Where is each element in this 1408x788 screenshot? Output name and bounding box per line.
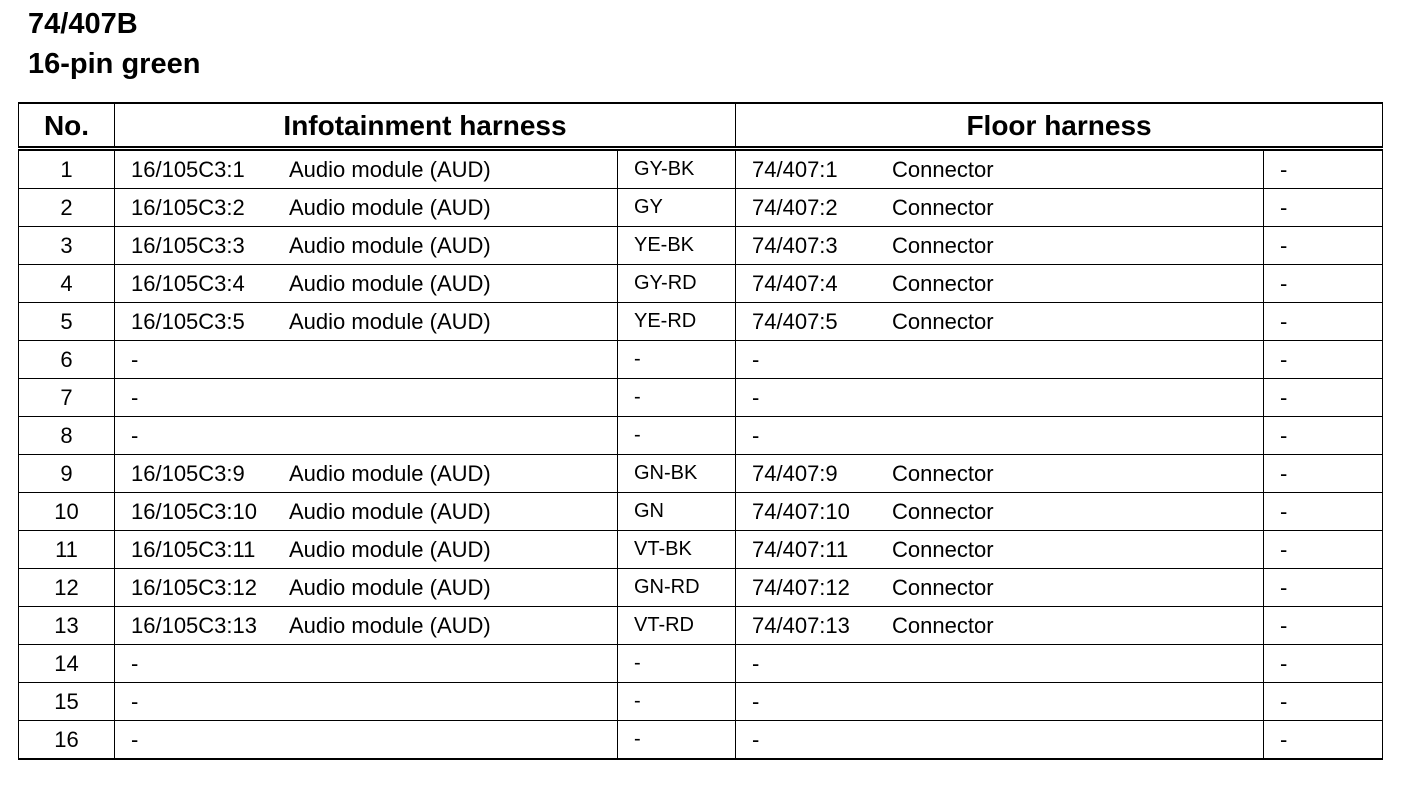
infotainment-pin-description: Audio module (AUD) — [289, 195, 491, 220]
floor-extra: - — [1264, 531, 1383, 569]
floor-connection — [736, 341, 1264, 379]
wire-color: - — [618, 341, 736, 379]
pin-number: 16 — [19, 721, 115, 760]
floor-connection — [736, 531, 1264, 569]
floor-extra: - — [1264, 721, 1383, 760]
floor-pin-description: Connector — [892, 157, 994, 182]
floor-connection — [736, 303, 1264, 341]
floor-connection — [736, 149, 1264, 189]
infotainment-connection — [115, 493, 618, 531]
infotainment-connection — [115, 531, 618, 569]
infotainment-connection — [115, 303, 618, 341]
header-no: No. — [19, 103, 115, 149]
infotainment-pin-code: 16/105C3:12 — [131, 575, 257, 600]
table-row — [19, 379, 1383, 417]
infotainment-connection — [115, 379, 618, 417]
floor-connection — [736, 455, 1264, 493]
infotainment-pin-description: Audio module (AUD) — [289, 461, 491, 486]
connector-id-title: 74/407B — [28, 8, 138, 40]
pin-number: 3 — [19, 227, 115, 265]
infotainment-pin-code: - — [131, 423, 139, 448]
table-row — [19, 569, 1383, 607]
floor-pin-description: Connector — [892, 233, 994, 258]
infotainment-connection — [115, 683, 618, 721]
pin-number: 8 — [19, 417, 115, 455]
infotainment-connection — [115, 455, 618, 493]
infotainment-pin-code: 16/105C3:3 — [131, 233, 245, 258]
infotainment-connection — [115, 265, 618, 303]
pin-number: 9 — [19, 455, 115, 493]
table-body — [19, 149, 1383, 760]
infotainment-pin-description: Audio module (AUD) — [289, 157, 491, 182]
infotainment-connection — [115, 341, 618, 379]
infotainment-connection — [115, 149, 618, 189]
infotainment-connection — [115, 569, 618, 607]
floor-extra: - — [1264, 607, 1383, 645]
pin-number: 2 — [19, 189, 115, 227]
pin-number: 15 — [19, 683, 115, 721]
infotainment-pin-description: Audio module (AUD) — [289, 613, 491, 638]
floor-pin-code: 74/407:12 — [752, 575, 850, 600]
infotainment-pin-description: Audio module (AUD) — [289, 499, 491, 524]
table-row — [19, 531, 1383, 569]
infotainment-pin-code: 16/105C3:10 — [131, 499, 257, 524]
table-row — [19, 417, 1383, 455]
floor-extra: - — [1264, 341, 1383, 379]
infotainment-pin-code: 16/105C3:5 — [131, 309, 245, 334]
floor-extra: - — [1264, 645, 1383, 683]
pin-number: 4 — [19, 265, 115, 303]
pin-number: 11 — [19, 531, 115, 569]
floor-pin-description: Connector — [892, 537, 994, 562]
pin-number: 7 — [19, 379, 115, 417]
floor-pin-description: Connector — [892, 613, 994, 638]
floor-pin-code: - — [752, 727, 760, 752]
infotainment-pin-code: 16/105C3:11 — [131, 537, 256, 562]
floor-pin-code: 74/407:13 — [752, 613, 850, 638]
wire-color: GY-RD — [618, 265, 736, 303]
pin-number: 14 — [19, 645, 115, 683]
pinout-table — [18, 102, 1383, 760]
infotainment-pin-code: 16/105C3:13 — [131, 613, 257, 638]
floor-extra: - — [1264, 417, 1383, 455]
floor-connection — [736, 265, 1264, 303]
floor-connection — [736, 683, 1264, 721]
infotainment-connection — [115, 607, 618, 645]
infotainment-pin-code: - — [131, 689, 139, 714]
table-row — [19, 721, 1383, 760]
floor-extra: - — [1264, 493, 1383, 531]
wire-color: GY-BK — [618, 149, 736, 189]
infotainment-pin-code: - — [131, 385, 139, 410]
floor-extra: - — [1264, 303, 1383, 341]
floor-pin-code: - — [752, 385, 760, 410]
table-row — [19, 149, 1383, 189]
floor-pin-description: Connector — [892, 271, 994, 296]
floor-pin-code: 74/407:11 — [752, 537, 849, 562]
pin-number: 13 — [19, 607, 115, 645]
wire-color: - — [618, 417, 736, 455]
floor-pin-code: 74/407:10 — [752, 499, 850, 524]
pinout-table-container — [18, 102, 1382, 760]
floor-connection — [736, 189, 1264, 227]
floor-pin-description: Connector — [892, 499, 994, 524]
floor-pin-code: 74/407:2 — [752, 195, 838, 220]
infotainment-pin-description: Audio module (AUD) — [289, 537, 491, 562]
header-floor-harness: Floor harness — [736, 103, 1383, 149]
table-row — [19, 227, 1383, 265]
infotainment-pin-code: - — [131, 727, 139, 752]
floor-connection — [736, 607, 1264, 645]
floor-connection — [736, 721, 1264, 760]
floor-pin-code: 74/407:5 — [752, 309, 838, 334]
floor-pin-code: 74/407:4 — [752, 271, 838, 296]
infotainment-pin-code: 16/105C3:2 — [131, 195, 245, 220]
floor-pin-code: 74/407:1 — [752, 157, 838, 182]
table-row — [19, 455, 1383, 493]
table-row — [19, 607, 1383, 645]
wire-color: GY — [618, 189, 736, 227]
infotainment-connection — [115, 417, 618, 455]
infotainment-pin-code: 16/105C3:9 — [131, 461, 245, 486]
table-row — [19, 341, 1383, 379]
floor-pin-code: 74/407:3 — [752, 233, 838, 258]
infotainment-connection — [115, 721, 618, 760]
floor-extra: - — [1264, 189, 1383, 227]
floor-pin-description: Connector — [892, 309, 994, 334]
wire-color: - — [618, 721, 736, 760]
infotainment-pin-code: - — [131, 347, 139, 372]
floor-extra: - — [1264, 149, 1383, 189]
floor-pin-description: Connector — [892, 575, 994, 600]
floor-extra: - — [1264, 455, 1383, 493]
floor-connection — [736, 493, 1264, 531]
infotainment-connection — [115, 227, 618, 265]
table-row — [19, 303, 1383, 341]
floor-pin-code: - — [752, 423, 760, 448]
wire-color: VT-RD — [618, 607, 736, 645]
floor-extra: - — [1264, 379, 1383, 417]
pin-number: 5 — [19, 303, 115, 341]
wire-color: YE-RD — [618, 303, 736, 341]
header-infotainment-harness: Infotainment harness — [115, 103, 736, 149]
wire-color: GN — [618, 493, 736, 531]
floor-connection — [736, 417, 1264, 455]
table-row — [19, 645, 1383, 683]
infotainment-connection — [115, 189, 618, 227]
floor-pin-code: 74/407:9 — [752, 461, 838, 486]
header-row — [19, 103, 1383, 149]
wire-color: YE-BK — [618, 227, 736, 265]
infotainment-pin-code: 16/105C3:4 — [131, 271, 245, 296]
connector-type-subtitle: 16-pin green — [28, 48, 201, 80]
table-row — [19, 683, 1383, 721]
floor-connection — [736, 227, 1264, 265]
wire-color: VT-BK — [618, 531, 736, 569]
floor-connection — [736, 569, 1264, 607]
floor-pin-description: Connector — [892, 195, 994, 220]
floor-pin-description: Connector — [892, 461, 994, 486]
wire-color: GN-RD — [618, 569, 736, 607]
wire-color: - — [618, 645, 736, 683]
table-row — [19, 493, 1383, 531]
infotainment-pin-code: - — [131, 651, 139, 676]
infotainment-pin-description: Audio module (AUD) — [289, 309, 491, 334]
floor-extra: - — [1264, 227, 1383, 265]
floor-pin-code: - — [752, 347, 760, 372]
wire-color: - — [618, 379, 736, 417]
infotainment-pin-description: Audio module (AUD) — [289, 575, 491, 600]
floor-extra: - — [1264, 265, 1383, 303]
floor-extra: - — [1264, 569, 1383, 607]
pin-number: 1 — [19, 149, 115, 189]
infotainment-pin-description: Audio module (AUD) — [289, 233, 491, 258]
wire-color: - — [618, 683, 736, 721]
infotainment-pin-description: Audio module (AUD) — [289, 271, 491, 296]
pin-number: 10 — [19, 493, 115, 531]
wire-color: GN-BK — [618, 455, 736, 493]
floor-pin-code: - — [752, 651, 760, 676]
pin-number: 12 — [19, 569, 115, 607]
floor-pin-code: - — [752, 689, 760, 714]
floor-extra: - — [1264, 683, 1383, 721]
floor-connection — [736, 379, 1264, 417]
infotainment-pin-code: 16/105C3:1 — [131, 157, 245, 182]
table-row — [19, 265, 1383, 303]
infotainment-connection — [115, 645, 618, 683]
pin-number: 6 — [19, 341, 115, 379]
table-row — [19, 189, 1383, 227]
floor-connection — [736, 645, 1264, 683]
